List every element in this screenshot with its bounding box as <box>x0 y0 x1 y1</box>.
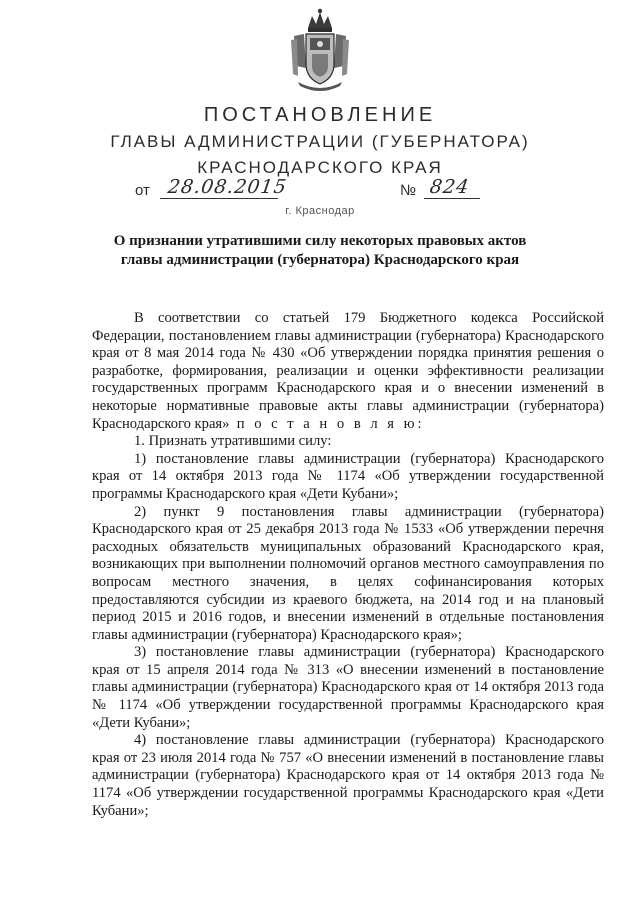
number-underline <box>424 198 480 199</box>
handwritten-number: 824 <box>428 176 471 198</box>
document-title-line2: главы администрации (губернатора) Краснодарского края <box>120 252 520 268</box>
item-heading: 1. Признать утратившими силу: <box>134 433 332 450</box>
list-item: 3) постановление главы администрации (губернатора) Краснодарского края от 15 апреля 2014 года № 313 «О внесении изменений в постановление главы администрации (губернатора) Краснодарского края от 14 октября 2013 года № 1174 «Об утверждении государственной программы Краснодарского края «Дети Кубани»; <box>92 644 604 731</box>
preamble-paragraph <box>92 310 604 433</box>
document-type-heading: ПОСТАНОВЛЕНИЕ <box>203 104 437 126</box>
handwritten-date: 28.08.2015 <box>166 176 289 198</box>
decree-word: п о с т а н о в л я ю: <box>236 415 425 432</box>
date-underline <box>160 198 278 199</box>
coat-of-arms-emblem <box>288 6 352 94</box>
list-item: 4) постановление главы администрации (губернатора) Краснодарского края от 23 июля 2014 года № 757 «О внесении изменений в постановление главы администрации (губернатора) Краснодарского края от 14 октября 2013 года № 1174 «Об утверждении государственной программы Краснодарского края «Дети Кубани»; <box>92 732 604 819</box>
list-item: 2) пункт 9 постановления главы администрации (губернатора) Краснодарского края от 25 декабря 2013 года № 1533 «Об утверждении перечня расходных обязательств муниципальных образований Краснодарского края, возникающих при выполнении полномочий органов местного самоуправления по вопросам местного значения, в целях софинансирования которых предоставляются субсидии из краевого бюджета, на 2014 год и на плановый период 2015 и 2016 годов, и внесении изменений в отдельные постановления главы администрации (губернатора) Краснодарского края»; <box>92 503 604 643</box>
date-label: от <box>135 182 150 199</box>
number-label: № <box>400 182 417 199</box>
document-body <box>92 310 604 820</box>
city-label: г. Краснодар <box>285 205 355 217</box>
document-title-line1: О признании утратившими силу некоторых правовых актов <box>113 233 527 249</box>
preamble-text: В соответствии со статьей 179 Бюджетного кодекса Российской Федерации, постановлением главы администрации (губернатора) Краснодарского края от 8 мая 2014 года № 430 «Об утверждении порядка принятия решения о разработке, формирования, реализации и оценки эффективности реализации государственных программ Краснодарского края и о внесении изменений в некоторые нормативные правовые акты главы администрации (губернатора) Краснодарского края» <box>92 310 604 432</box>
region-heading: КРАСНОДАРСКОГО КРАЯ <box>197 158 443 177</box>
list-item: 1) постановление главы администрации (губернатора) Краснодарского края от 14 октября 2013 года № 1174 «Об утверждении государственной программы Краснодарского края «Дети Кубани»; <box>92 450 604 502</box>
document-title <box>0 232 640 270</box>
authority-heading: ГЛАВЫ АДМИНИСТРАЦИИ (ГУБЕРНАТОРА) <box>110 132 530 151</box>
